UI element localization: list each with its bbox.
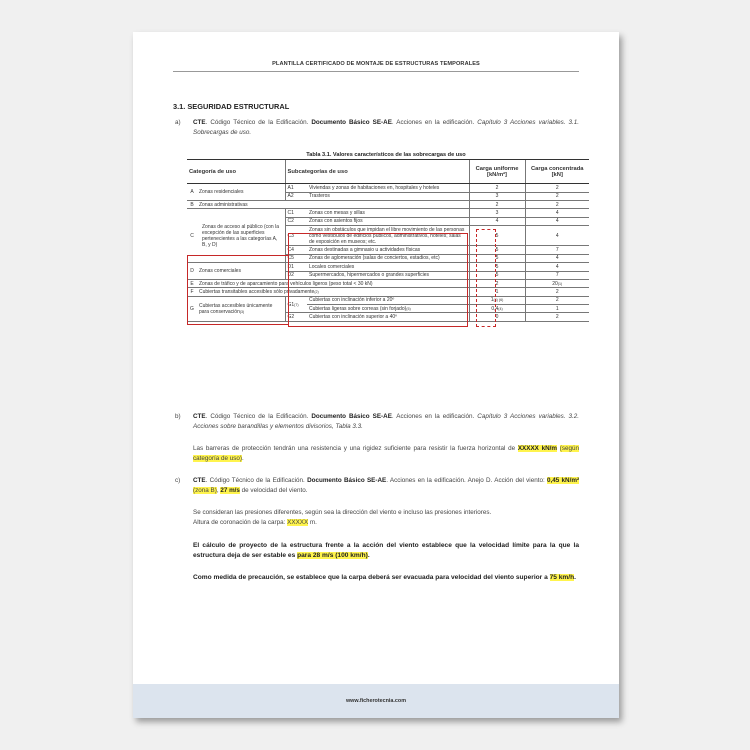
- cell-value: 1: [490, 297, 494, 304]
- cell: Zonas sin obstáculos que impidan el libre movimiento de las personas como vestíbulos de edificios públicos, administrativos, hoteles; salas de exposición en museos; etc.: [307, 226, 469, 246]
- cell: Zonas con asientos fijos: [307, 217, 469, 225]
- evacuation-speed: 75 km/h: [549, 574, 575, 581]
- cell: A2: [285, 192, 307, 200]
- cell: [307, 305, 469, 313]
- cell: 4: [525, 254, 589, 262]
- cell: F: [187, 288, 197, 296]
- cell-value: 20: [552, 280, 558, 287]
- header-uniform: [469, 160, 525, 184]
- table-row: [187, 288, 589, 296]
- cell: Zonas de aglomeración (salas de conciertos, estadios, etc): [307, 254, 469, 262]
- paragraph-evacuation: [193, 573, 579, 583]
- table-row: [187, 263, 589, 271]
- cell: Supermercados, hipermercados o grandes superficies: [307, 271, 469, 279]
- doc-ref: Documento Básico SE-AE: [307, 477, 387, 484]
- cell: 2: [525, 313, 589, 321]
- section-title: 3.1. SEGURIDAD ESTRUCTURAL: [173, 102, 290, 111]
- text: . Acciones en la edificación.: [391, 413, 475, 420]
- paragraph-c: [175, 476, 580, 495]
- footnote-ref: (4): [498, 306, 503, 311]
- cell: [469, 305, 525, 313]
- footnote-ref: (5): [406, 306, 411, 311]
- cell-value: Cubiertas accesibles únicamente para conservación: [199, 302, 273, 315]
- limit-speed: para 28 m/s (100 km/h): [297, 552, 368, 559]
- cell: A1: [285, 184, 307, 192]
- cell: B: [187, 200, 197, 208]
- paragraph-c-pressures: [193, 508, 579, 527]
- footnote-ref: (1): [557, 281, 563, 286]
- cell: [197, 296, 285, 321]
- cell: 2: [469, 184, 525, 192]
- cell: 3: [469, 192, 525, 200]
- header-uniform-unit: [kN/m²]: [487, 171, 507, 178]
- text: . Código Técnico de la Edificación.: [205, 413, 309, 420]
- height-value: XXXXX: [287, 518, 309, 526]
- text: Las barreras de protección tendrán una resistencia y una rigidez suficiente para resistir la fuerza horizontal de: [193, 445, 516, 452]
- footnote-ref: (7): [294, 302, 299, 307]
- cell: Locales comerciales: [307, 263, 469, 271]
- header-uniform-label: Carga uniforme: [475, 165, 519, 172]
- cell-value: Cubiertas ligeras sobre correas (sin forjado): [309, 305, 407, 312]
- cell-value: 0,4: [491, 305, 499, 312]
- chapter-ref: Capítulo 3 Acciones variables. 3.1. Sobrecargas de uso.: [193, 119, 580, 136]
- text: . Acciones en la edificación. Anejo D. Acción del viento:: [386, 477, 545, 484]
- list-marker: a): [175, 119, 181, 126]
- doc-ref: Documento Básico SE-AE: [311, 119, 392, 126]
- cell: 2: [525, 288, 589, 296]
- footnote-ref: (4) (6): [493, 298, 504, 303]
- cell: 2: [525, 192, 589, 200]
- cell: 7: [525, 271, 589, 279]
- cell: 4: [525, 226, 589, 246]
- cell: C2: [285, 217, 307, 225]
- paragraph-b-railing: [193, 444, 579, 463]
- cte-ref: CTE: [193, 477, 206, 484]
- cell: 2: [525, 296, 589, 304]
- table-row: [187, 200, 589, 208]
- cell: C4: [285, 246, 307, 254]
- cell: Trasteros: [307, 192, 469, 200]
- cell: Zonas comerciales: [197, 263, 285, 280]
- text: . Acciones en la edificación.: [391, 119, 475, 126]
- footnote-ref: (3): [239, 309, 245, 314]
- cell-value: Cubiertas transitables accesibles sólo privadamente: [199, 288, 315, 295]
- table-header-row: [187, 160, 589, 184]
- cell: [469, 296, 525, 304]
- cell: 7: [525, 246, 589, 254]
- text: Altura de coronación de la carpa:: [193, 518, 286, 526]
- cell: 2: [469, 200, 525, 208]
- table-row: [187, 279, 589, 287]
- wind-pressure: 0,45 kN/m²: [547, 477, 580, 484]
- cell: Zonas de tráfico y de aparcamiento para vehículos ligeros (peso total < 30 kN): [197, 279, 469, 287]
- cell: 5: [469, 271, 525, 279]
- paragraph-a: [175, 118, 580, 137]
- cell: Zonas destinadas a gimnasio u actividades físicas: [307, 246, 469, 254]
- wind-speed: 27 m/s: [220, 486, 240, 494]
- cell: 2: [525, 200, 589, 208]
- header-concentrated: [525, 160, 589, 184]
- document-page: [133, 32, 619, 718]
- text: m.: [309, 518, 317, 526]
- cell: Zonas administrativas: [197, 200, 469, 208]
- cell: 4: [525, 217, 589, 225]
- footnote-ref: (2): [314, 289, 319, 294]
- cell: 2: [525, 184, 589, 192]
- text: . Código Técnico de la Edificación.: [205, 119, 309, 126]
- doc-ref: Documento Básico SE-AE: [311, 413, 392, 420]
- page-footer: [133, 684, 619, 718]
- table-row: [187, 296, 589, 304]
- cte-ref: CTE: [193, 413, 206, 420]
- footer-url[interactable]: www.ficherotecnia.com: [345, 698, 406, 704]
- text: El cálculo de proyecto de la estructura frente a la acción del viento establece que la velocidad límite para la que la estructura deja de ser estable es: [193, 542, 579, 559]
- text: de velocidad del viento.: [241, 486, 308, 494]
- cell: 2: [469, 279, 525, 287]
- cell: Cubiertas con inclinación superior a 40º: [307, 313, 469, 321]
- header-category: Categoría de uso: [187, 160, 285, 184]
- table-row: [187, 184, 589, 192]
- list-marker: b): [175, 413, 181, 420]
- cell: C1: [285, 209, 307, 217]
- highlight-note: (según categoría de uso): [193, 445, 580, 462]
- cell: D1: [285, 263, 307, 271]
- wind-zone: (zona B): [193, 486, 217, 494]
- header-conc-label: Carga concentrada: [530, 165, 584, 172]
- cell: 5: [469, 246, 525, 254]
- cell: 5: [469, 263, 525, 271]
- cell: Zonas con mesas y sillas: [307, 209, 469, 217]
- table-caption: Tabla 3.1. Valores característicos de las sobrecargas de uso: [306, 152, 466, 158]
- text: . Código Técnico de la Edificación.: [205, 477, 305, 484]
- cell: G: [187, 296, 197, 321]
- text: Se consideran las presiones diferentes, según sea la dirección del viento e incluso las presiones interiores.: [193, 509, 492, 516]
- cell: 3: [469, 209, 525, 217]
- cell: D: [187, 263, 197, 280]
- cell: 0: [469, 313, 525, 321]
- paragraph-b: [175, 412, 580, 431]
- cte-ref: CTE: [193, 119, 206, 126]
- chapter-ref: Capítulo 3 Acciones variables. 3.2. Acciones sobre barandillas y elementos divisorios, Tabla 3.3.: [193, 413, 580, 430]
- text: .: [242, 454, 244, 462]
- table-row: [187, 209, 589, 217]
- text: ,: [216, 486, 219, 494]
- cell: Viviendas y zonas de habitaciones en, hospitales y hoteles: [307, 184, 469, 192]
- height-line: [193, 518, 579, 528]
- header-subcategory: Subcategorías de uso: [285, 160, 469, 184]
- highlight-value: XXXXX kN/m: [517, 445, 557, 452]
- cell: C3: [285, 226, 307, 246]
- cell: A: [187, 184, 197, 201]
- text: .: [367, 552, 370, 559]
- cell: Cubiertas con inclinación inferior a 20º: [307, 296, 469, 304]
- cell: [525, 279, 589, 287]
- cell: D2: [285, 271, 307, 279]
- cell: C5: [285, 254, 307, 262]
- page-header: PLANTILLA CERTIFICADO DE MONTAJE DE ESTRUCTURAS TEMPORALES: [272, 61, 480, 67]
- cell-value: G1: [287, 301, 295, 308]
- cell: 4: [525, 263, 589, 271]
- text: .: [574, 574, 576, 581]
- header-rule: [173, 71, 579, 72]
- list-marker: c): [175, 477, 181, 484]
- cell: E: [187, 279, 197, 287]
- cell: 4: [525, 209, 589, 217]
- cell: C: [187, 209, 197, 263]
- cell: 1: [525, 305, 589, 313]
- cell: Zonas residenciales: [197, 184, 285, 201]
- text: Como medida de precaución, se establece que la carpa deberá ser evacuada para velocidad del viento superior a: [193, 574, 548, 581]
- cell: 1: [469, 288, 525, 296]
- cell: Zonas de acceso al público (con la excepción de las superficies pertenecientes a las categorías A, B, y D): [197, 209, 285, 263]
- cell: 4: [469, 217, 525, 225]
- cell: 5: [469, 254, 525, 262]
- cell: G2: [285, 313, 307, 321]
- cell: [197, 288, 469, 296]
- cell: 5: [469, 226, 525, 246]
- header-conc-unit: [kN]: [551, 171, 563, 178]
- cell: [285, 296, 307, 313]
- load-table: [187, 159, 589, 322]
- paragraph-limit-speed: [193, 541, 579, 561]
